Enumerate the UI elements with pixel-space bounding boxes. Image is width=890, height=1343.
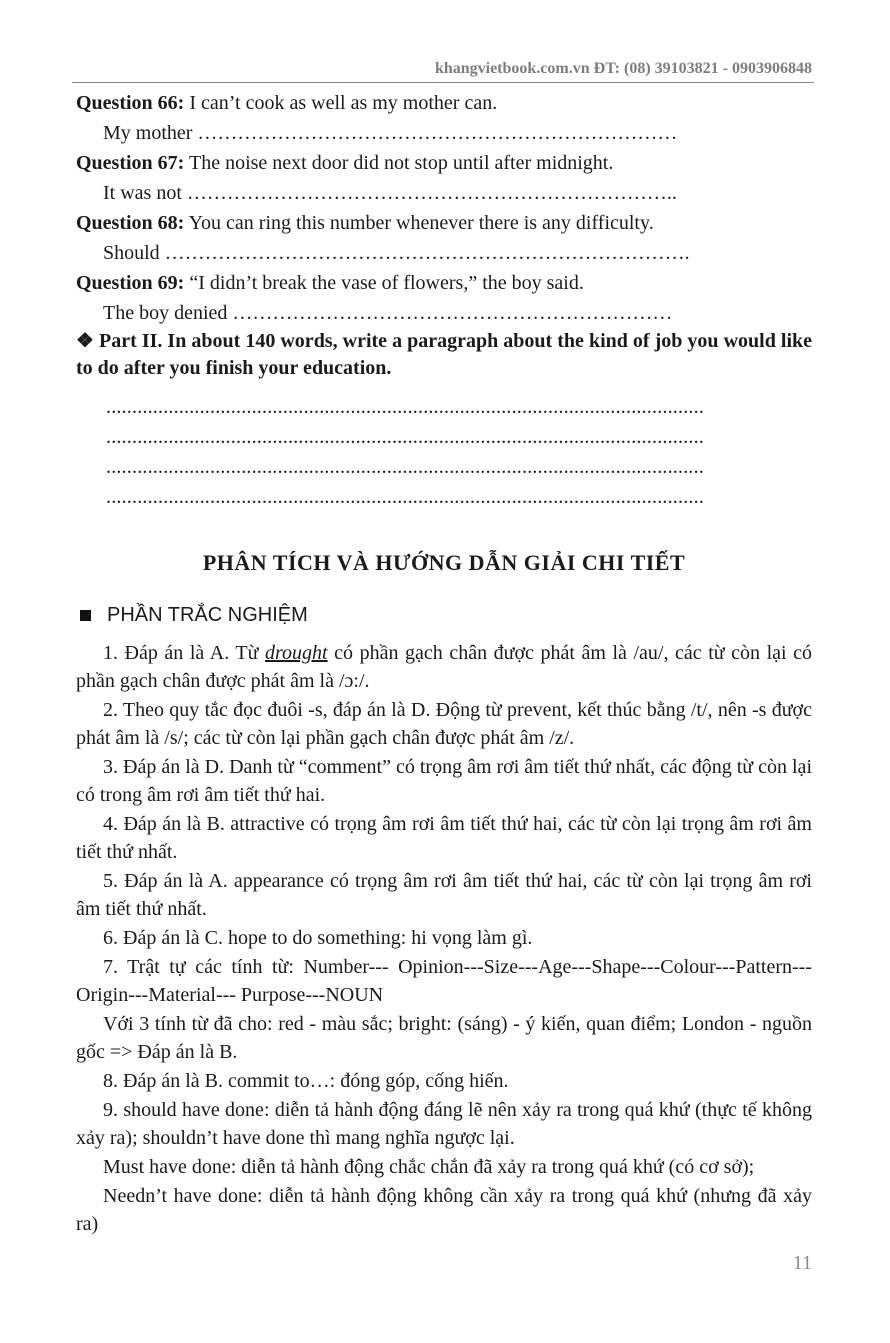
page-content [76,88,812,1238]
explanation-9b: Must have done: diễn tả hành động chắc chắn đã xảy ra trong quá khứ (có cơ sở); [103,1156,755,1178]
explanation-2: 2. Theo quy tắc đọc đuôi -s, đáp án là D. Động từ prevent, kết thúc bằng /t/, nên -s được phát âm là /s/; các từ còn lại phần gạch chân được phát âm /z/. [76,699,812,749]
explanation-1 [76,639,812,695]
explanation-9: 9. should have done: diễn tả hành động đáng lẽ nên xảy ra trong quá khứ (thực tế không xảy ra); shouldn’t have done thì mang nghĩa ngược lại. [76,1099,812,1149]
subsection-label: PHẦN TRẮC NGHIỆM [107,604,308,626]
question-label: Question 66: [76,92,185,114]
answer-line-67: It was not ……………………………………………………………….. [103,182,677,204]
dotted-line: ................................................................................................................... [106,456,704,478]
explanation-7b: Với 3 tính từ đã cho: red - màu sắc; bright: (sáng) - ý kiến, quan điểm; London - nguồn gốc => Đáp án là B. [76,1013,812,1063]
explanation-3: 3. Đáp án là D. Danh từ “comment” có trọng âm rơi âm tiết thứ nhất, các động từ còn lại có trong âm rơi âm tiết thứ hai. [76,756,812,806]
question-67 [76,148,812,178]
page-header [435,60,812,78]
dotted-line: ................................................................................................................... [106,486,704,508]
diamond-bullet-icon: ❖ [76,330,94,352]
question-68 [76,208,812,238]
answer-line-66: My mother ……………………………………………………………… [103,122,678,144]
dotted-line: ................................................................................................................... [106,426,704,448]
explanation-6: 6. Đáp án là C. hope to do something: hi vọng làm gì. [103,927,533,949]
question-label: Question 68: [76,212,185,234]
subsection-heading [76,604,812,627]
question-66 [76,88,812,118]
question-label: Question 67: [76,152,185,174]
explanations [76,639,812,1238]
explanation-7: 7. Trật tự các tính từ: Number--- Opinion---Size---Age---Shape---Colour---Pattern---Origin---Material--- Purpose---NOUN [76,956,812,1006]
dotted-line: ................................................................................................................... [106,396,704,418]
explanation-8: 8. Đáp án là B. commit to…: đóng góp, cống hiến. [103,1070,509,1092]
page-number: 11 [792,1252,812,1274]
header-phone: ĐT: (08) 39103821 - 0903906848 [593,60,812,77]
question-text: “I didn’t break the vase of flowers,” the boy said. [184,272,584,294]
underlined-word: drought [265,642,328,664]
question-69 [76,268,812,298]
explanation-4: 4. Đáp án là B. attractive có trọng âm rơi âm tiết thứ hai, các từ còn lại trọng âm rơi âm tiết thứ nhất. [76,813,812,863]
header-site: khangvietbook.com.vn [434,60,590,77]
question-label: Question 69: [76,272,185,294]
square-bullet-icon [80,610,91,621]
part-two-text: Part II. In about 140 words, write a paragraph about the kind of job you would like to do after you finish your education. [76,330,812,379]
answer-line-69: The boy denied ………………………………………………………… [103,302,673,324]
explanation-text: 1. Đáp án là A. Từ [103,642,265,664]
section-title: PHÂN TÍCH VÀ HƯỚNG DẪN GIẢI CHI TIẾT [202,550,686,575]
question-text: The noise next door did not stop until after midnight. [184,152,614,174]
writing-lines [76,392,812,512]
header-rule [72,82,814,83]
question-text: You can ring this number whenever there is any difficulty. [184,212,654,234]
question-text: I can’t cook as well as my mother can. [184,92,498,114]
answer-line-68: Should ……………………………………………………………………. [103,242,690,264]
explanation-9c: Needn’t have done: diễn tả hành động không cần xảy ra trong quá khứ (nhưng đã xảy ra) [76,1185,812,1235]
explanation-5: 5. Đáp án là A. appearance có trọng âm rơi âm tiết thứ hai, các từ còn lại trọng âm rơi âm tiết thứ nhất. [76,870,812,920]
part-two-heading [76,328,812,382]
explanation-text: có phần gạch chân được phát âm là /au/, các từ còn lại có phần gạch chân được phát âm là /ɔ:/. [76,642,812,692]
